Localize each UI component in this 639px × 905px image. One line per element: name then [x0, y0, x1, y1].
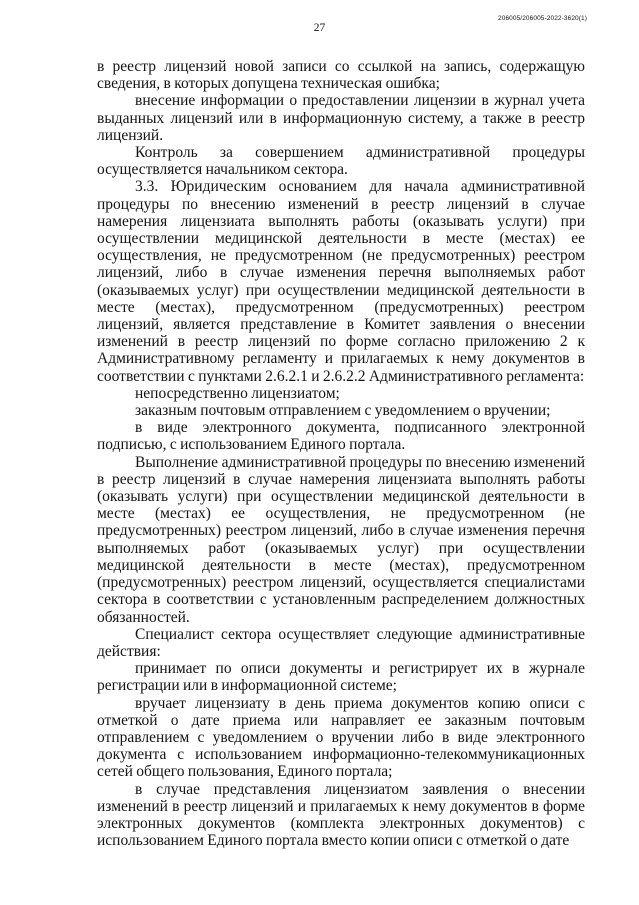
list-item-registered-mail: заказным почтовым отправлением с уведомлением о вручении;	[135, 402, 551, 420]
list-item-hands-over-copy: вручает лицензиату в день приема документов копию описи с отметкой о дате приема или направляет ее заказным почтовым отправлением с уведомлением о вручении либо в виде электронного документа с использованием информационно-телекоммуникационных сетей общего пользования, Единого портала;	[97, 694, 585, 781]
paragraph-execution: Выполнение административной процедуры по внесению изменений в реестр лицензий в случае намерения лицензиата выполнять работы (оказывать услуги) при осуществлении медицинской деятельности в месте (местах) ее осуществления, не предусмотренном (не предусмотренных) реестром лицензий, либо в случае изменения перечня выполняемых работ (оказываемых услуг) при осуществлении медицинской деятельности в месте (местах), предусмотренном (предусмотренных) реестром лицензий, осуществляется специалистами сектора в соответствии с установленным распределением должностных обязанностей.	[97, 453, 585, 626]
list-item-electronic-submission: в случае представления лицензиатом заявления о внесении изменений в реестр лицензий и прилагаемых к нему документов в форме электронных документов (комплекта электронных документов) с использованием Единого портала вместо копии описи с отметкой о дате	[97, 780, 585, 850]
document-body	[97, 58, 585, 849]
paragraph-specialist-actions: Специалист сектора осуществляет следующие административные действия:	[97, 625, 585, 660]
page-number: 27	[313, 22, 326, 34]
paragraph-continuation: в реестр лицензий новой записи со ссылкой на запись, содержащую сведения, в которых допущена техническая ошибка;	[97, 58, 585, 93]
list-item-accepts-documents: принимает по описи документы и регистрирует их в журнале регистрации или в информационной системе;	[97, 660, 585, 695]
list-item-directly: непосредственно лицензиатом;	[135, 384, 340, 402]
document-reference: 206005/206005-2022-3620(1)	[498, 15, 587, 22]
paragraph-section-3-3: 3.3. Юридическим основанием для начала административной процедуры по внесению изменений в реестр лицензий в случае намерения лицензиата выполнять работы (оказывать услуги) при осуществлении медицинской деятельности в месте (местах) ее осуществления, не предусмотренном (не предусмотренных) реестром лицензий, либо в случае изменения перечня выполняемых работ (оказываемых услуг) при осуществлении медицинской деятельности в месте (местах), предусмотренном (предусмотренных) реестром лицензий, является представление в Комитет заявления о внесении изменений в реестр лицензий по форме согласно приложению 2 к Административному регламенту и прилагаемых к нему документов в соответствии с пунктами 2.6.2.1 и 2.6.2.2 Административного регламента:	[97, 178, 585, 385]
paragraph-control: Контроль за совершением административной процедуры осуществляется начальником сектора.	[97, 144, 585, 179]
list-item-electronic: в виде электронного документа, подписанного электронной подписью, с использованием Единого портала.	[97, 419, 585, 454]
paragraph-journal-entry: внесение информации о предоставлении лицензии в журнал учета выданных лицензий или в информационную систему, а также в реестр лицензий.	[97, 92, 585, 144]
